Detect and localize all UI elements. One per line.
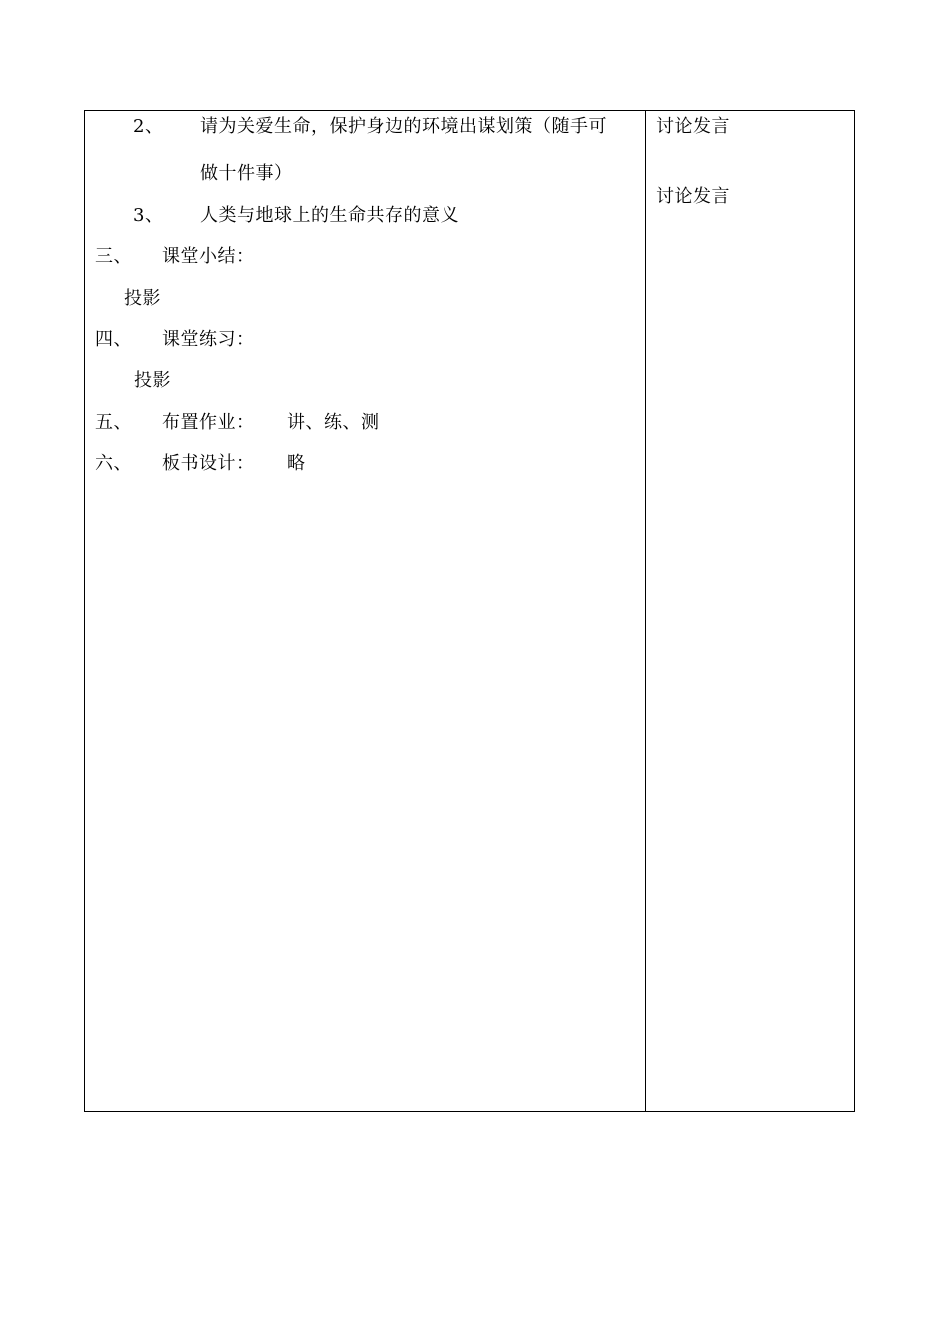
section-5-title: 布置作业： bbox=[162, 412, 255, 433]
discussion-note-2: 讨论发言 bbox=[656, 186, 730, 207]
item-2-text-line1: 请为关爱生命，保护身边的环境出谋划策（随手可 bbox=[200, 116, 607, 137]
section-3-number: 三、 bbox=[95, 246, 132, 267]
item-3-text: 人类与地球上的生命共存的意义 bbox=[200, 205, 459, 226]
section-3-content: 投影 bbox=[124, 288, 161, 309]
section-4-number: 四、 bbox=[95, 329, 132, 350]
section-5-value: 讲、练、测 bbox=[287, 412, 380, 433]
item-3-number: 3、 bbox=[133, 205, 164, 226]
section-4-title: 课堂练习： bbox=[162, 329, 255, 350]
section-5-number: 五、 bbox=[95, 412, 132, 433]
section-6-value: 略 bbox=[287, 453, 306, 474]
discussion-note-1: 讨论发言 bbox=[656, 116, 730, 137]
section-6-number: 六、 bbox=[95, 453, 132, 474]
item-2-number: 2、 bbox=[133, 116, 164, 137]
item-2-text-line2: 做十件事） bbox=[200, 163, 293, 184]
section-3-title: 课堂小结： bbox=[162, 246, 255, 267]
section-6-title: 板书设计： bbox=[162, 453, 255, 474]
section-4-content: 投影 bbox=[134, 370, 171, 391]
column-divider bbox=[645, 110, 646, 1112]
